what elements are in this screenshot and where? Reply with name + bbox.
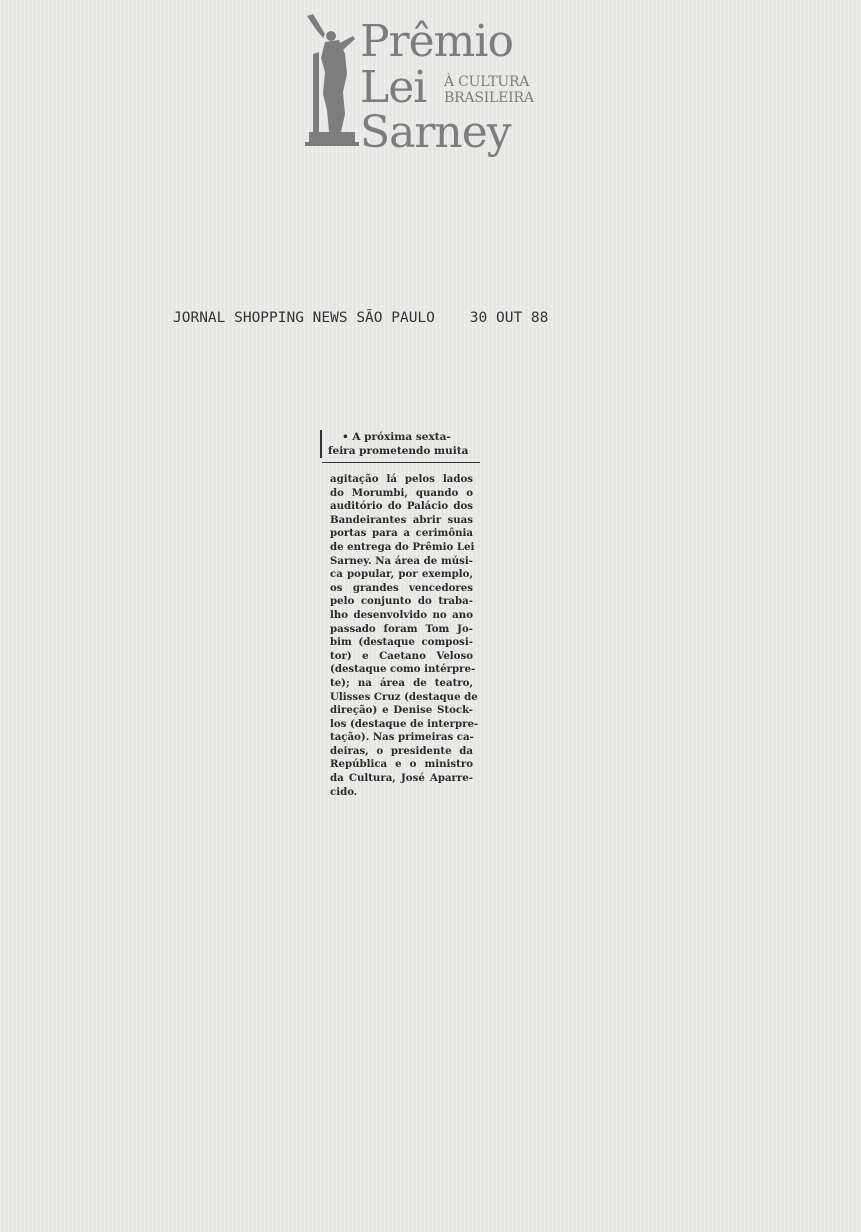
clipping-text-line: Sarney. Na área de músi- — [330, 554, 473, 567]
clipping-text-line: los (destaque de interpre- — [330, 717, 479, 730]
clipping-text-line: ca popular, por exemplo, — [330, 568, 473, 581]
clipping-text-line: os grandes vencedores — [330, 581, 473, 594]
logo-word-sarney: Sarney — [360, 107, 511, 158]
premio-lei-sarney-logo — [305, 14, 545, 164]
clipping-text-line: cido. — [330, 785, 358, 798]
clipping-text-line: passado foram Tom Jo- — [330, 622, 473, 635]
clipping-lead — [320, 430, 486, 458]
source-line: JORNAL SHOPPING NEWS SÃO PAULO 30 OUT 88 — [173, 310, 549, 326]
logo-subtitle-line2: BRASILEIRA — [444, 90, 534, 106]
clipping-text-line: (destaque como intérpre- — [330, 663, 476, 676]
clipping-text-line: lho desenvolvido no ano — [330, 608, 473, 621]
logo-word-premio: Prêmio — [360, 16, 513, 67]
clipping-text-line: República e o ministro — [330, 758, 473, 771]
clipping-text-line: Bandeirantes abrir suas — [330, 513, 473, 526]
clipping-text-line: de entrega do Prêmio Lei — [330, 540, 475, 553]
clipping-divider — [322, 462, 480, 463]
clipping-text-line: Ulisses Cruz (destaque de — [330, 690, 478, 703]
clipping-text-line: auditório do Palácio dos — [330, 500, 473, 513]
logo-subtitle-line1: À CULTURA — [444, 74, 530, 90]
clipping-text-line: deiras, o presidente da — [330, 744, 473, 757]
clipping-text-line: do Morumbi, quando o — [330, 486, 473, 499]
logo-word-lei: Lei — [360, 62, 427, 113]
clipping-lead-line: • A próxima sexta- — [342, 431, 451, 443]
statue-icon — [305, 14, 361, 149]
clipping-text-line: te); na área de teatro, — [330, 676, 473, 689]
clipping-text-line: pelo conjunto do traba- — [330, 595, 473, 608]
clipping-text-line: bim (destaque composi- — [330, 636, 473, 649]
clipping-body — [330, 473, 479, 799]
clipping-text-line: direção) e Denise Stock- — [330, 704, 473, 717]
clipping-text-line: tor) e Caetano Veloso — [330, 649, 473, 662]
clipping-text-line: portas para a cerimônia — [330, 527, 473, 540]
clipping-lead-line: feira prometendo muita — [328, 445, 469, 457]
clipping-text-line: agitação lá pelos lados — [330, 473, 473, 485]
clipping-text-line: da Cultura, José Aparre- — [330, 772, 473, 785]
clipping-text-line: tação). Nas primeiras ca- — [330, 731, 474, 744]
